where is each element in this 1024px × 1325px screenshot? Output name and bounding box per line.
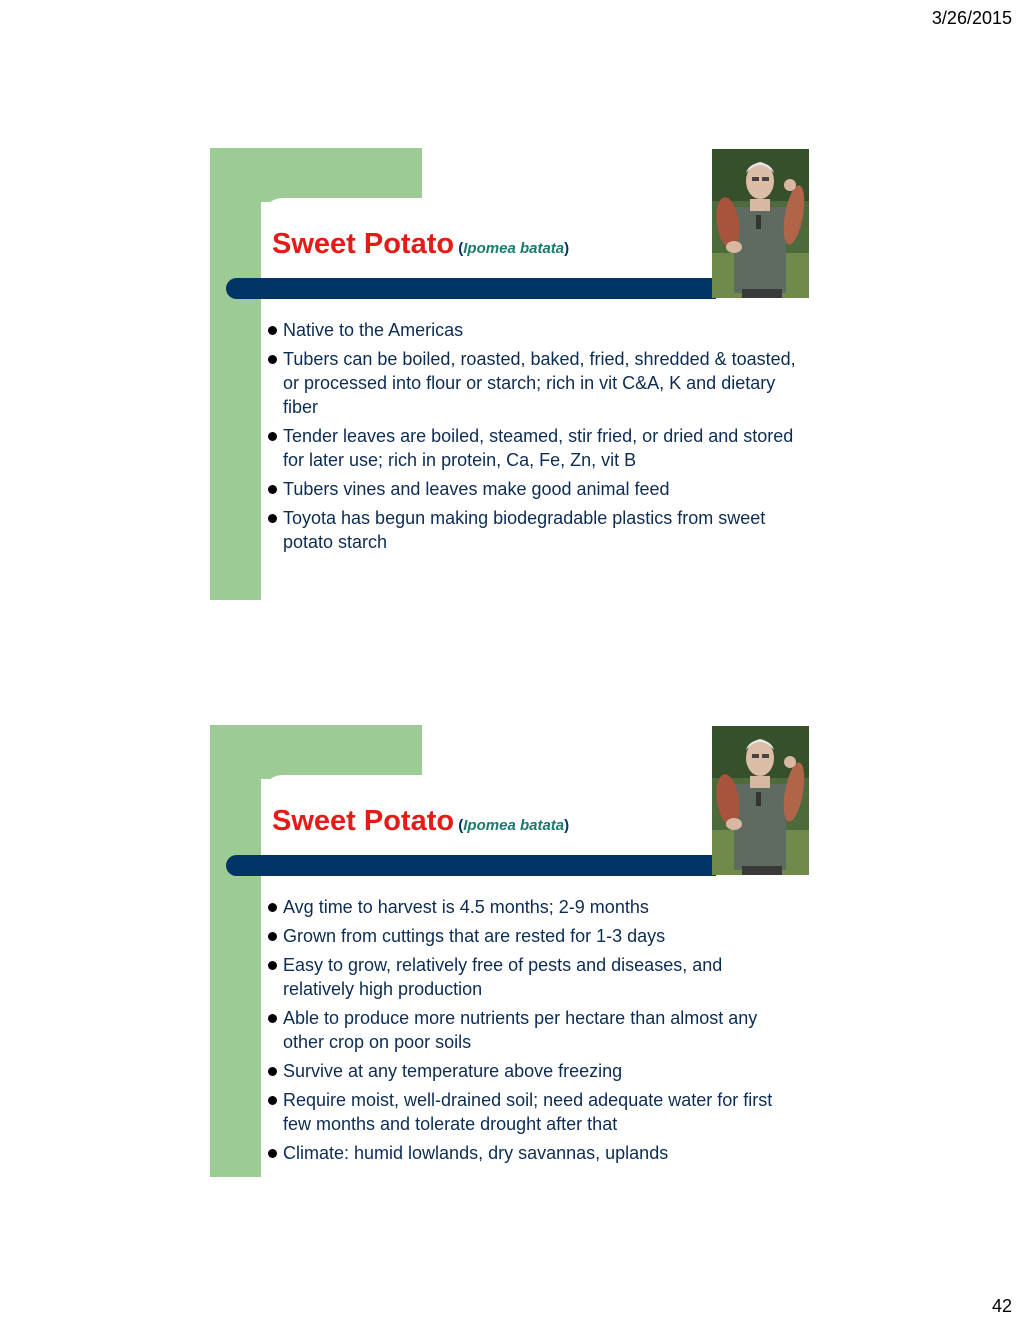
bullet-dot-icon (268, 1067, 277, 1076)
latin-name: Ipomea batata (463, 817, 565, 834)
bullet-dot-icon (268, 326, 277, 335)
list-item: Toyota has begun making biodegradable plastics from sweet potato starch (266, 506, 796, 554)
slide-title-main: Sweet Potato (272, 228, 455, 260)
page-number: 42 (991, 1296, 1012, 1316)
bullet-dot-icon (268, 1149, 277, 1158)
list-item: Grown from cuttings that are rested for 1-3 days (266, 924, 796, 948)
slide-title (272, 807, 569, 836)
bullet-dot-icon (268, 485, 277, 494)
list-item: Easy to grow, relatively free of pests and diseases, and relatively high production (266, 953, 796, 1001)
slide-title-scientific: (Ipomea batata) (454, 817, 570, 834)
bullet-dot-icon (268, 355, 277, 364)
list-item: Require moist, well-drained soil; need adequate water for first few months and tolerate drought after that (266, 1088, 796, 1136)
slide-title (272, 230, 569, 259)
slide-accent-vertical (210, 725, 261, 1177)
slide-1 (210, 148, 810, 600)
slide-title-bar (226, 278, 716, 299)
page-date: 3/26/2015 (931, 8, 1012, 28)
bullet-dot-icon (268, 514, 277, 523)
bullet-list (266, 318, 796, 559)
list-item: Tender leaves are boiled, steamed, stir fried, or dried and stored for later use; rich in protein, Ca, Fe, Zn, vit B (266, 424, 796, 472)
slide-accent-vertical (210, 148, 261, 600)
list-item: Survive at any temperature above freezing (266, 1059, 796, 1083)
slide-accent-horizontal (210, 725, 422, 779)
bullet-dot-icon (268, 961, 277, 970)
slide-title-main: Sweet Potato (272, 805, 455, 837)
bullet-dot-icon (268, 432, 277, 441)
man-holding-sweet-potatoes-photo (712, 726, 809, 875)
bullet-list (266, 895, 796, 1170)
bullet-dot-icon (268, 903, 277, 912)
latin-name: Ipomea batata (463, 240, 565, 257)
bullet-dot-icon (268, 1096, 277, 1105)
list-item: Tubers can be boiled, roasted, baked, fried, shredded & toasted, or processed into flour or starch; rich in vit C&A, K and dietary fiber (266, 347, 796, 419)
list-item: Native to the Americas (266, 318, 796, 342)
slide-accent-horizontal (210, 148, 422, 202)
list-item: Able to produce more nutrients per hectare than almost any other crop on poor soils (266, 1006, 796, 1054)
man-holding-sweet-potatoes-photo (712, 149, 809, 298)
list-item: Climate: humid lowlands, dry savannas, uplands (266, 1141, 796, 1165)
slide-title-bar (226, 855, 716, 876)
bullet-dot-icon (268, 932, 277, 941)
slide-title-scientific: (Ipomea batata) (454, 240, 570, 257)
list-item: Tubers vines and leaves make good animal feed (266, 477, 796, 501)
slide-2 (210, 725, 810, 1177)
bullet-dot-icon (268, 1014, 277, 1023)
list-item: Avg time to harvest is 4.5 months; 2-9 months (266, 895, 796, 919)
